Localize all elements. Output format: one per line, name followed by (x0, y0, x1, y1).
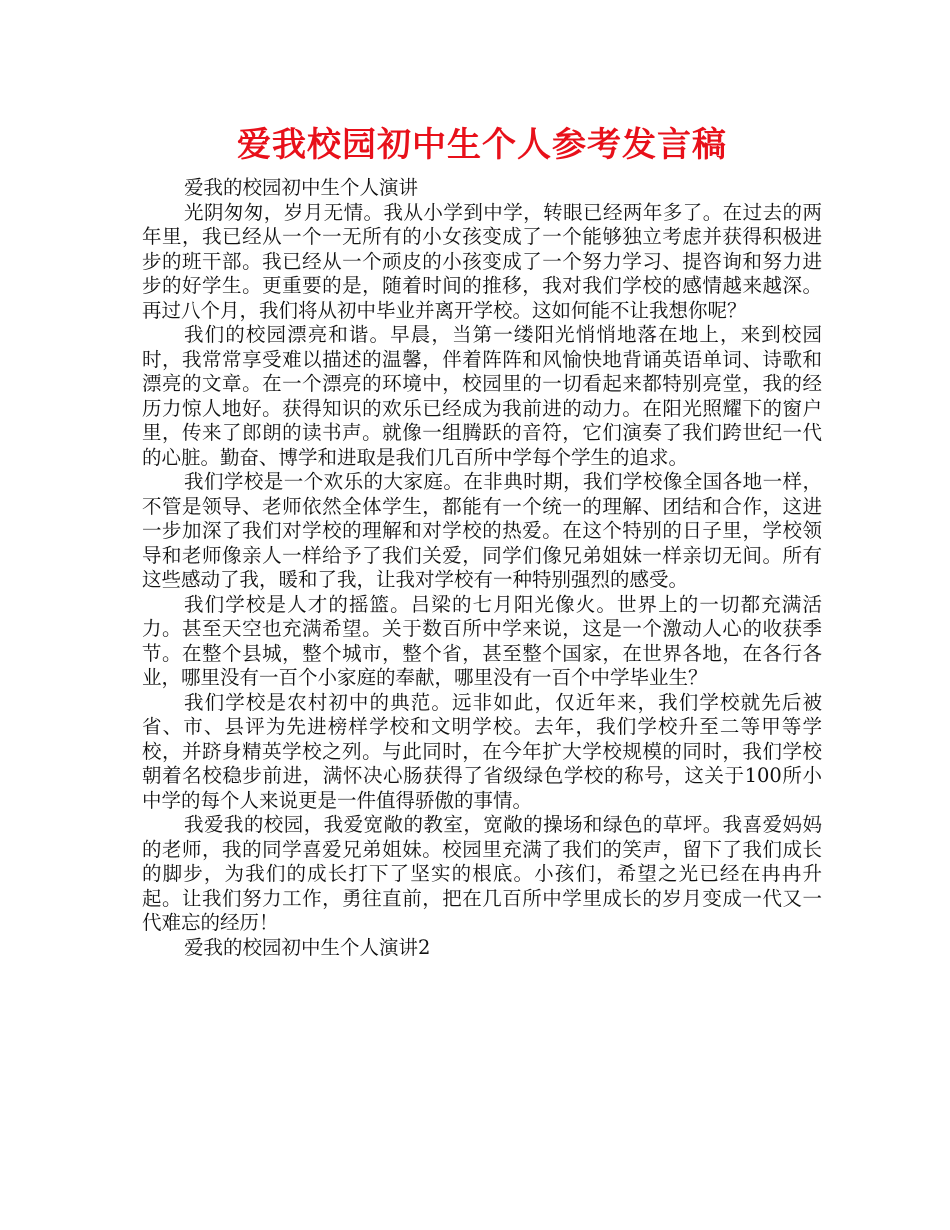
document-page (142, 120, 822, 960)
paragraph-subtitle-1: 爱我的校园初中生个人演讲 (184, 176, 419, 199)
paragraph-cradle: 我们学校是人才的摇篮。吕梁的七月阳光像火。世界上的一切都充满活力。甚至天空也充满希望。关于数百所中学来说，这是一个激动人心的收获季节。在整个县城，整个城市，整个省，甚至整个国家，在世界各地，在各行各业，哪里没有一百个小家庭的奉献，哪里没有一百个中学毕业生？ (142, 592, 822, 689)
paragraph-model-school: 我们学校是农村初中的典范。远非如此，仅近年来，我们学校就先后被省、市、县评为先进榜样学校和文明学校。去年，我们学校升至二等甲等学校，并跻身精英学校之列。与此同时，在今年扩大学校规模的同时，我们学校朝着名校稳步前进，满怀决心肠获得了省级绿色学校的称号，这关于100所小中学的每个人来说更是一件值得骄傲的事情。 (142, 690, 822, 812)
document-title: 爱我校园初中生个人参考发言稿 (237, 125, 727, 165)
paragraph-intro: 光阴匆匆，岁月无情。我从小学到中学，转眼已经两年多了。在过去的两年里，我已经从一个一无所有的小女孩变成了一个能够独立考虑并获得积极进步的班干部。我已经从一个顽皮的小孩变成了一个努力学习、提咨询和努力进步的好学生。更重要的是，随着时间的推移，我对我们学校的感情越来越深。再过八个月，我们将从初中毕业并离开学校。这如何能不让我想你呢？ (142, 200, 822, 322)
paragraph-campus: 我们的校园漂亮和谐。早晨，当第一缕阳光悄悄地落在地上，来到校园时，我常常享受难以描述的温馨，伴着阵阵和风愉快地背诵英语单词、诗歌和漂亮的文章。在一个漂亮的环境中，校园里的一切看起来都特别亮堂，我的经历力惊人地好。获得知识的欢乐已经成为我前进的动力。在阳光照耀下的窗户里，传来了郎朗的读书声。就像一组腾跃的音符，它们演奏了我们跨世纪一代的心脏。勤奋、博学和进取是我们几百所中学每个学生的追求。 (142, 323, 822, 469)
paragraph-love-campus: 我爱我的校园，我爱宽敞的教室，宽敞的操场和绿色的草坪。我喜爱妈妈的老师，我的同学喜爱兄弟姐妹。校园里充满了我们的笑声，留下了我们成长的脚步，为我们的成长打下了坚实的根底。小孩们，希望之光已经在冉冉升起。让我们努力工作，勇往直前，把在几百所中学里成长的岁月变成一代又一代难忘的经历！ (142, 813, 822, 934)
paragraph-subtitle-2: 爱我的校园初中生个人演讲2 (184, 935, 431, 959)
paragraph-family: 我们学校是一个欢乐的大家庭。在非典时期，我们学校像全国各地一样，不管是领导、老师依然全体学生，都能有一个统一的理解、团结和合作，这进一步加深了我们对学校的理解和对学校的热爱。在这个特别的日子里，学校领导和老师像亲人一样给予了我们关爱，同学们像兄弟姐妹一样亲切无间。所有这些感动了我，暖和了我，让我对学校有一种特别强烈的感受。 (142, 470, 822, 591)
